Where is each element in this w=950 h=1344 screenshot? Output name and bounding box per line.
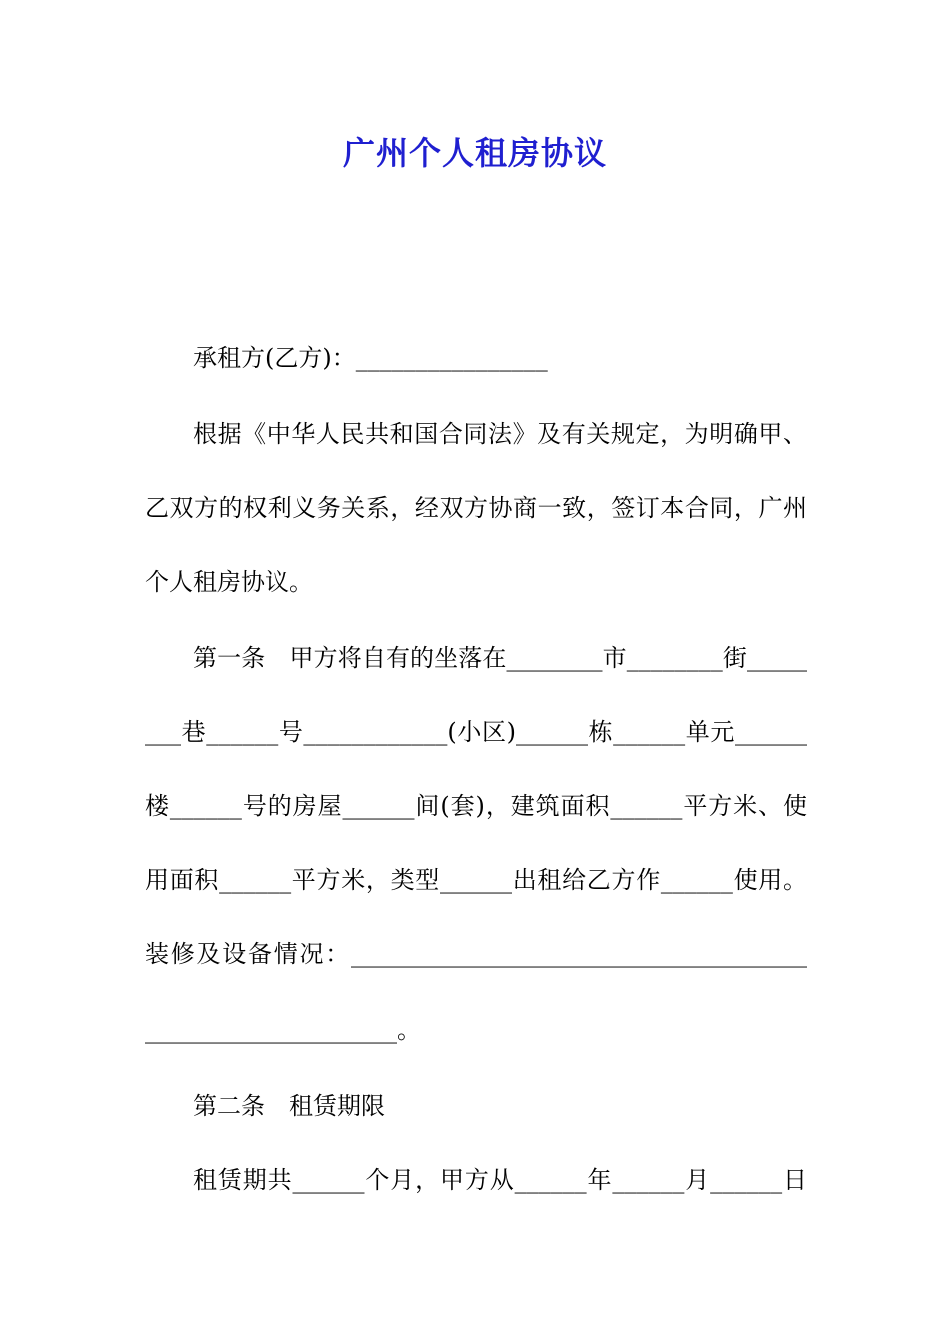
article-1-line-4: 用面积______平方米，类型______出租给乙方作______使用。 xyxy=(145,866,807,894)
article-1-line-1: 第一条 甲方将自有的坐落在________市________街_____ xyxy=(193,644,807,672)
article-2-line-1: 租赁期共______个月，甲方从______年______月______日 xyxy=(193,1166,807,1194)
equipment-line-1: 装修及设备情况：______________________________________ xyxy=(145,940,807,968)
article-2-heading: 第二条 租赁期限 xyxy=(193,1092,385,1120)
document-title: 广州个人租房协议 xyxy=(342,134,607,172)
article-1-line-2: ___巷______号____________(小区)______栋______单元______ xyxy=(145,718,807,746)
preamble-line-2: 乙双方的权利义务关系，经双方协商一致，签订本合同，广州 xyxy=(145,494,807,522)
article-1-line-3: 楼______号的房屋______间(套)，建筑面积______平方米、使 xyxy=(145,792,807,820)
tenant-line: 承租方(乙方)：________________ xyxy=(193,344,548,372)
preamble-line-1: 根据《中华人民共和国合同法》及有关规定，为明确甲、 xyxy=(193,420,807,448)
equipment-line-2: _____________________。 xyxy=(145,1016,421,1044)
preamble-line-3: 个人租房协议。 xyxy=(145,568,313,596)
